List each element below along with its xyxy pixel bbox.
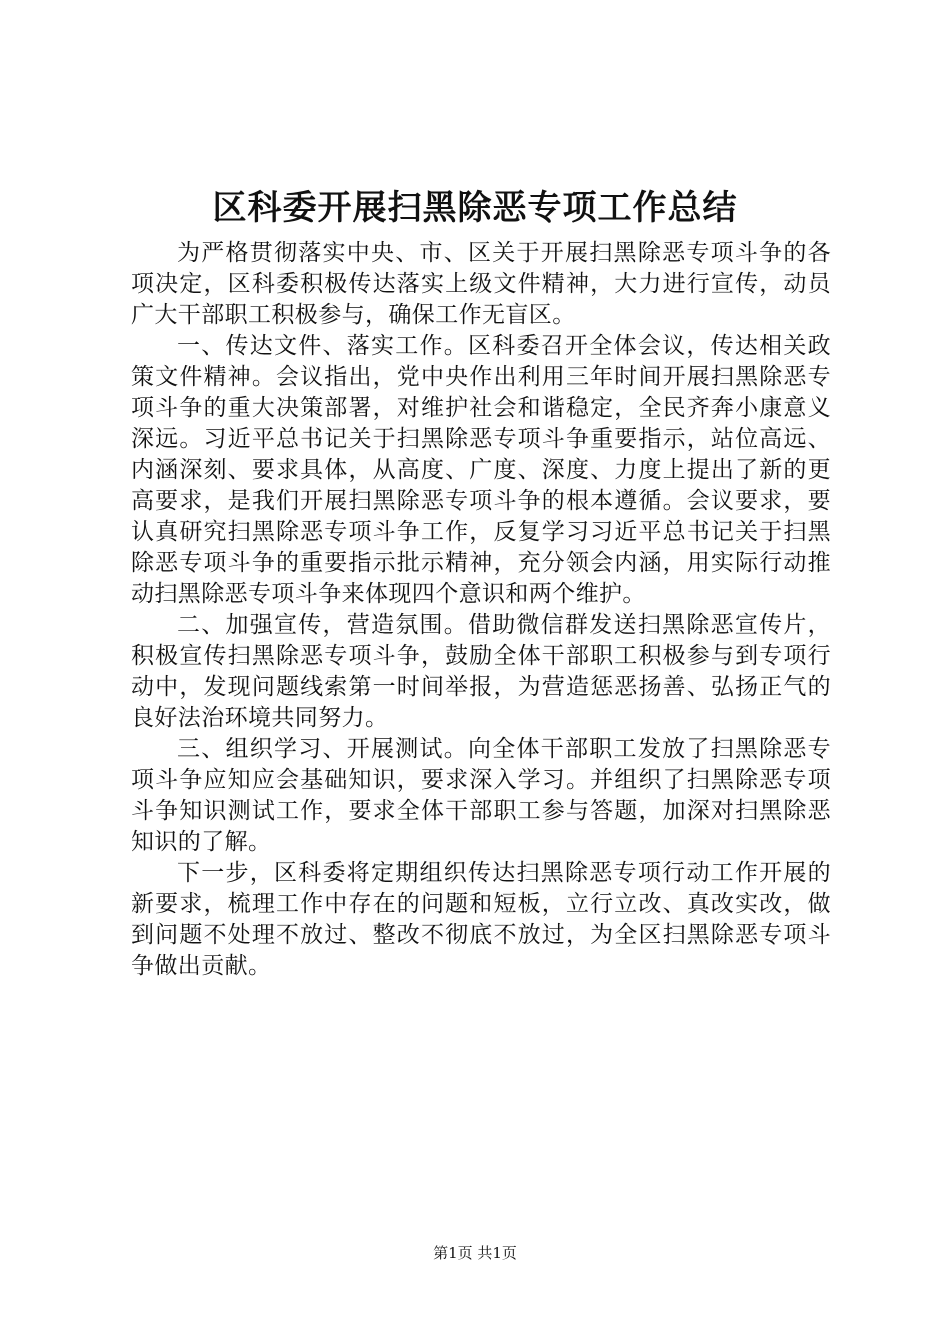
document-title: 区科委开展扫黑除恶专项工作总结	[212, 188, 738, 228]
page-number-footer: 第1页 共1页	[433, 1244, 517, 1262]
paragraph-intro: 为严格贯彻落实中央、市、区关于开展扫黑除恶专项斗争的各项决定，区科委积极传达落实上级文件精神，大力进行宣传，动员广大干部职工积极参与，确保工作无盲区。	[131, 240, 831, 328]
document-body	[131, 238, 831, 982]
paragraph-section-1: 一、传达文件、落实工作。区科委召开全体会议，传达相关政策文件精神。会议指出，党中央作出利用三年时间开展扫黑除恶专项斗争的重大决策部署，对维护社会和谐稳定，全民齐奔小康意义深远。习近平总书记关于扫黑除恶专项斗争重要指示，站位高远、内涵深刻、要求具体，从高度、广度、深度、力度上提出了新的更高要求，是我们开展扫黑除恶专项斗争的根本遵循。会议要求，要认真研究扫黑除恶专项斗争工作，反复学习习近平总书记关于扫黑除恶专项斗争的重要指示批示精神，充分领会内涵，用实际行动推动扫黑除恶专项斗争来体现四个意识和两个维护。	[131, 333, 831, 607]
paragraph-next-steps: 下一步，区科委将定期组织传达扫黑除恶专项行动工作开展的新要求，梳理工作中存在的问题和短板，立行立改、真改实改，做到问题不处理不放过、整改不彻底不放过，为全区扫黑除恶专项斗争做出贡献。	[131, 860, 831, 979]
paragraph-section-3: 三、组织学习、开展测试。向全体干部职工发放了扫黑除恶专项斗争应知应会基础知识，要求深入学习。并组织了扫黑除恶专项斗争知识测试工作，要求全体干部职工参与答题，加深对扫黑除恶知识的了解。	[131, 736, 831, 855]
paragraph-section-2: 二、加强宣传，营造氛围。借助微信群发送扫黑除恶宣传片，积极宣传扫黑除恶专项斗争，鼓励全体干部职工积极参与到专项行动中，发现问题线索第一时间举报，为营造惩恶扬善、弘扬正气的良好法治环境共同努力。	[131, 612, 831, 731]
